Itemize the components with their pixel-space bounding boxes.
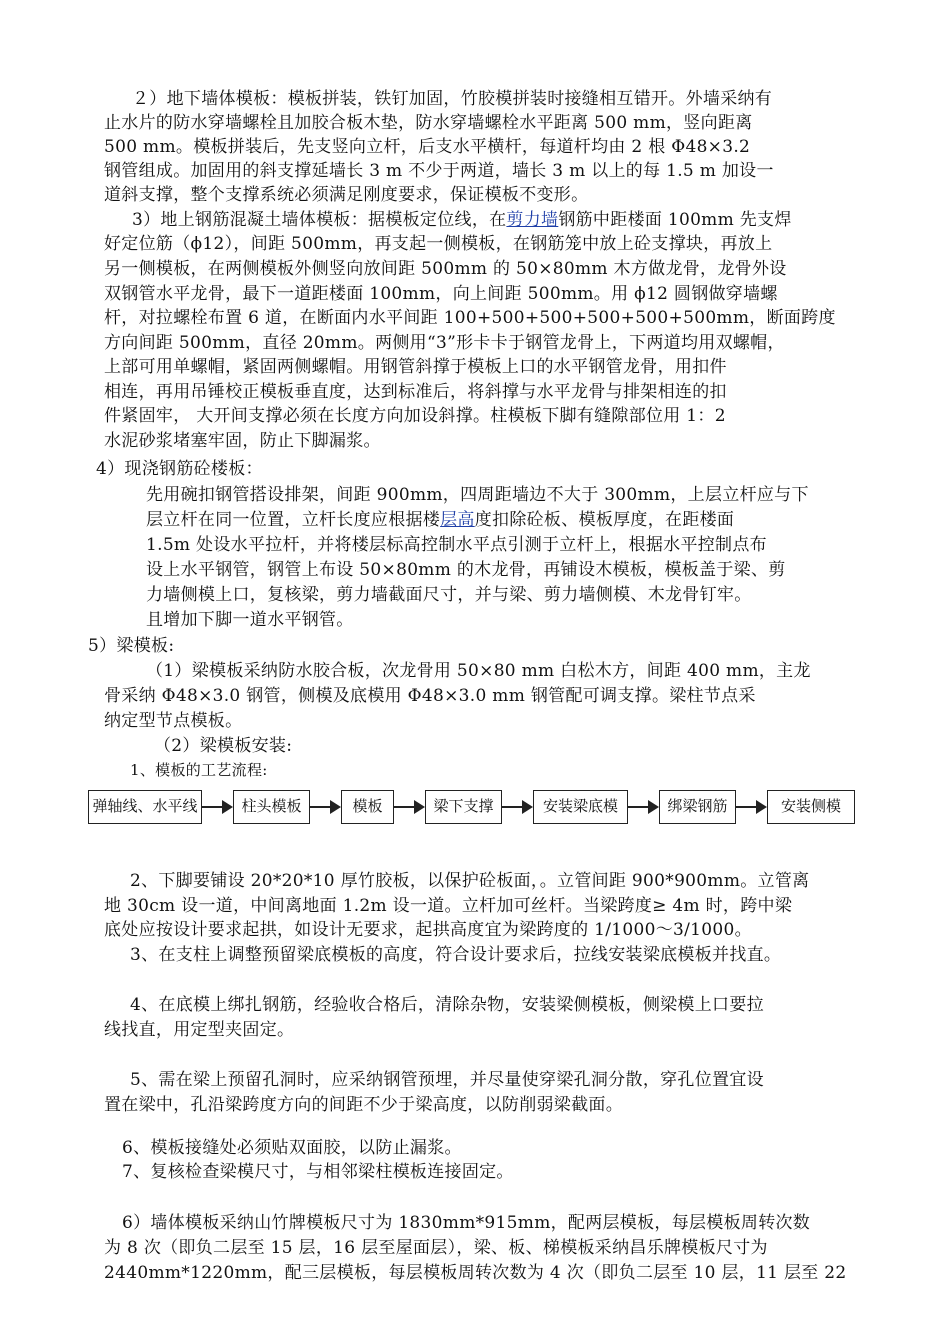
paragraph-line: 2、下脚要铺设 20*20*10 厚竹胶板，以保护砼板面，。立管间距 900*900mm。立管离 bbox=[130, 871, 810, 891]
paragraph-line: 道斜支撑，整个支撑系统必须满足刚度要求，保证模板不变形。 bbox=[104, 185, 589, 205]
paragraph-line: 相连，再用吊锤校正模板垂直度，达到标准后，将斜撑与水平龙骨与排架相连的扣 bbox=[104, 382, 727, 402]
paragraph-line: 2440mm*1220mm，配三层模板，每层模板周转次数为 4 次（即负二层至 10 层，11 层至 22 bbox=[104, 1263, 847, 1283]
flow-step-box: 柱头模板 bbox=[233, 790, 310, 824]
paragraph-line: 5、需在梁上预留孔洞时，应采纳钢管预埋，并尽量使穿梁孔洞分散，穿孔位置宜设 bbox=[130, 1070, 764, 1090]
arrow-right-icon bbox=[736, 800, 767, 814]
paragraph-line: 上部可用单螺帽，紧固两侧螺帽。用钢管斜撑于模板上口的水平钢管龙骨，用扣件 bbox=[104, 357, 727, 377]
paragraph-line: 好定位筋（ϕ12），间距 500mm，再支起一侧模板，在钢筋笼中放上砼支撑块，再放上 bbox=[104, 234, 773, 254]
paragraph-line: 线找直，用定型夹固定。 bbox=[104, 1020, 295, 1040]
paragraph-line: 止水片的防水穿墙螺栓且加胶合板木垫，防水穿墙螺栓水平距离 500 mm，竖向距离 bbox=[104, 113, 753, 133]
paragraph-line: 且增加下脚一道水平钢管。 bbox=[146, 610, 354, 630]
shear-wall-link[interactable]: 剪力墙 bbox=[506, 210, 559, 230]
paragraph-line bbox=[132, 209, 792, 231]
paragraph-line: 纳定型节点模板。 bbox=[104, 711, 243, 731]
paragraph-line: 骨采纳 Φ48×3.0 钢管，侧模及底模用 Φ48×3.0 mm 钢管配可调支撑。梁柱节点采 bbox=[104, 686, 756, 706]
flow-step-box: 安装梁底模 bbox=[533, 790, 628, 824]
arrow-right-icon bbox=[628, 800, 659, 814]
text-run: 度扣除砼板、模板厚度，在距楼面 bbox=[474, 510, 735, 530]
flow-step-box: 安装侧模 bbox=[767, 790, 855, 824]
paragraph-line: 设上水平钢管，钢管上布设 50×80mm 的木龙骨，再铺设木模板，模板盖于梁、剪 bbox=[146, 560, 786, 580]
paragraph-line: 力墙侧模上口，复核梁，剪力墙截面尺寸，并与梁、剪力墙侧模、木龙骨钉牢。 bbox=[146, 585, 752, 605]
paragraph-line: （1）梁模板采纳防水胶合板，次龙骨用 50×80 mm 白松木方，间距 400 mm，主龙 bbox=[146, 661, 811, 681]
paragraph-line: 7、复核检查梁模尺寸，与相邻梁柱模板连接固定。 bbox=[122, 1162, 514, 1182]
arrow-right-icon bbox=[502, 800, 533, 814]
text-run: 层立杆在同一位置，立杆长度应根据楼 bbox=[146, 510, 441, 530]
floor-height-link[interactable]: 层高 bbox=[440, 510, 475, 530]
paragraph-line: 6）墙体模板采纳山竹牌模板尺寸为 1830mm*915mm，配两层模板，每层模板周转次数 bbox=[122, 1213, 811, 1233]
flow-step-box: 绑梁钢筋 bbox=[659, 790, 736, 824]
section-heading: 4）现浇钢筋砼楼板： bbox=[96, 459, 263, 479]
paragraph-line: 地 30cm 设一道，中间离地面 1.2m 设一道。立杆加可丝杆。当梁跨度≥ 4m 时，跨中梁 bbox=[104, 896, 793, 916]
flow-step-box: 梁下支撑 bbox=[425, 790, 502, 824]
paragraph-line: 先用碗扣钢管搭设排架，间距 900mm，四周距墙边不大于 300mm，上层立杆应与下 bbox=[146, 485, 809, 505]
paragraph-line: 3、在支柱上调整预留梁底模板的高度，符合设计要求后，拉线安装梁底模板并找直。 bbox=[130, 945, 782, 965]
flow-step-box: 弹轴线、水平线 bbox=[88, 790, 202, 824]
subsection-heading: 1、模板的工艺流程: bbox=[130, 761, 268, 779]
arrow-right-icon bbox=[202, 800, 233, 814]
paragraph-line: 杆，对拉螺栓布置 6 道，在断面内水平间距 100+500+500+500+500+500mm，断面跨度 bbox=[104, 308, 836, 328]
flow-step-box: 模板 bbox=[341, 790, 394, 824]
paragraph-line: 双钢管水平龙骨，最下一道距楼面 100mm，向上间距 500mm。用 ϕ12 圆钢做穿墙螺 bbox=[104, 284, 778, 304]
paragraph-line: ２）地下墙体模板：模板拼装，铁钉加固，竹胶模拼装时接缝相互错开。外墙采纳有 bbox=[132, 89, 773, 109]
process-flowchart bbox=[88, 788, 868, 828]
paragraph-line: 件紧固牢， 大开间支撑必须在长度方向加设斜撑。柱模板下脚有缝隙部位用 1：2 bbox=[104, 406, 726, 426]
subsection-heading: （2）梁模板安装: bbox=[154, 736, 293, 756]
text-run: 钢筋中距楼面 100mm 先支焊 bbox=[558, 210, 792, 230]
paragraph-line: 为 8 次（即负二层至 15 层，16 层至屋面层），梁、板、梯模板采纳昌乐牌模板尺寸为 bbox=[104, 1238, 768, 1258]
paragraph-line: 500 mm。模板拼装后，先支竖向立杆，后支水平横杆，每道杆均由 2 根 Φ48×3.2 bbox=[104, 137, 751, 157]
paragraph-line: 另一侧模板，在两侧模板外侧竖向放间距 500mm 的 50×80mm 木方做龙骨，龙骨外设 bbox=[104, 259, 787, 279]
paragraph-line: 底处应按设计要求起拱，如设计无要求，起拱高度宜为梁跨度的 1/1000～3/1000。 bbox=[104, 920, 752, 940]
paragraph-line: 置在梁中，孔沿梁跨度方向的间距不少于梁高度，以防削弱梁截面。 bbox=[104, 1095, 623, 1115]
paragraph-line bbox=[146, 509, 734, 531]
paragraph-line: 6、模板接缝处必须贴双面胶，以防止漏浆。 bbox=[122, 1138, 462, 1158]
paragraph-line: 4、在底模上绑扎钢筋，经验收合格后，清除杂物，安装梁侧模板，侧梁模上口要拉 bbox=[130, 995, 764, 1015]
paragraph-line: 方向间距 500mm，直径 20mm。两侧用“3”形卡卡于钢管龙骨上，下两道均用双螺帽， bbox=[104, 333, 785, 353]
arrow-right-icon bbox=[310, 800, 341, 814]
text-run: 3）地上钢筋混凝土墙体模板：据模板定位线，在 bbox=[132, 210, 507, 230]
paragraph-line: 水泥砂浆堵塞牢固，防止下脚漏浆。 bbox=[104, 431, 381, 451]
arrow-right-icon bbox=[394, 800, 425, 814]
paragraph-line: 钢管组成。加固用的斜支撑延墙长 3 m 不少于两道，墙长 3 m 以上的每 1.5 m 加设一 bbox=[104, 161, 774, 181]
section-heading: 5）梁模板: bbox=[88, 636, 175, 656]
paragraph-line: 1.5m 处设水平拉杆，并将楼层标高控制水平点引测于立杆上，根据水平控制点布 bbox=[146, 535, 767, 555]
